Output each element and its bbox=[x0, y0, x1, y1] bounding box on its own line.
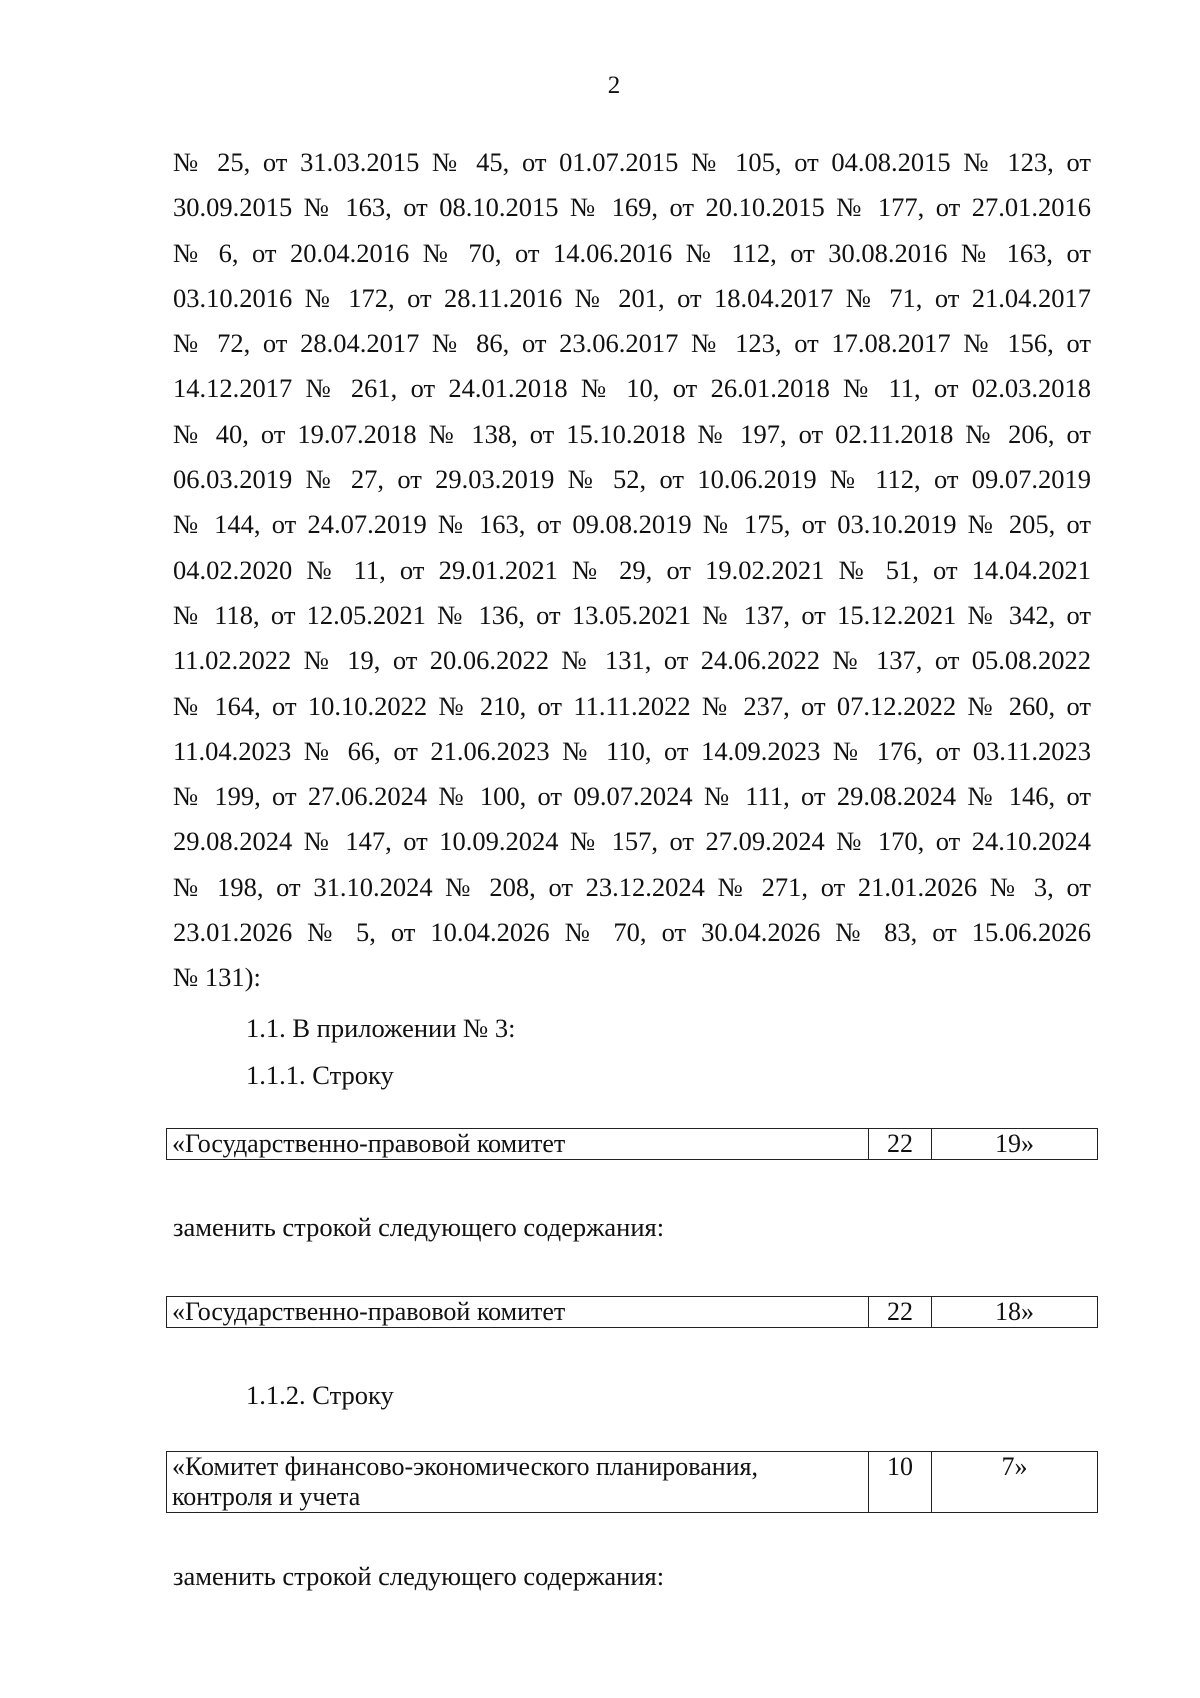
value-cell: 19» bbox=[932, 1129, 1098, 1160]
text-line: 06.03.2019 № 27, от 29.03.2019 № 52, от 10.06.2019 № 112, от 09.07.2019 bbox=[173, 464, 1091, 495]
text-line: № 131): bbox=[173, 962, 261, 993]
text-line: 04.02.2020 № 11, от 29.01.2021 № 29, от 19.02.2021 № 51, от 14.04.2021 bbox=[173, 554, 1091, 585]
text-line: 11.04.2023 № 66, от 21.06.2023 № 110, от 14.09.2023 № 176, от 03.11.2023 bbox=[173, 735, 1091, 766]
table-row bbox=[167, 1452, 1098, 1513]
committee-name-line: «Комитет финансово-экономического планирования, bbox=[172, 1452, 759, 1481]
text-line: № 25, от 31.03.2015 № 45, от 01.07.2015 № 105, от 04.08.2015 № 123, от bbox=[173, 147, 1091, 177]
text-line: 29.08.2024 № 147, от 10.09.2024 № 157, от 27.09.2024 № 170, от 24.10.2024 bbox=[173, 826, 1091, 857]
amendment-list-paragraph bbox=[173, 140, 1091, 1001]
committee-name-cell bbox=[167, 1452, 869, 1513]
replace-instruction-2: заменить строкой следующего содержания: bbox=[173, 1561, 665, 1591]
original-row-table-1 bbox=[166, 1128, 1098, 1160]
text-line: № 72, от 28.04.2017 № 86, от 23.06.2017 № 123, от 17.08.2017 № 156, от bbox=[173, 328, 1091, 359]
original-row-table-2 bbox=[166, 1451, 1098, 1513]
text-line: № 144, от 24.07.2019 № 163, от 09.08.2019 № 175, от 03.10.2019 № 205, от bbox=[173, 509, 1091, 540]
count-cell: 22 bbox=[869, 1129, 932, 1160]
clause-1-1-2: 1.1.2. Строку bbox=[246, 1380, 394, 1410]
committee-name-cell: «Государственно-правовой комитет bbox=[167, 1129, 869, 1160]
value-cell: 7» bbox=[932, 1452, 1098, 1513]
count-cell: 10 bbox=[869, 1452, 932, 1513]
clause-1-1-1: 1.1.1. Строку bbox=[246, 1060, 394, 1090]
text-line: 11.02.2022 № 19, от 20.06.2022 № 131, от 24.06.2022 № 137, от 05.08.2022 bbox=[173, 645, 1091, 676]
committee-name-line: контроля и учета bbox=[172, 1482, 361, 1511]
text-line: № 6, от 20.04.2016 № 70, от 14.06.2016 № 112, от 30.08.2016 № 163, от bbox=[173, 237, 1091, 268]
text-line: № 199, от 27.06.2024 № 100, от 09.07.2024 № 111, от 29.08.2024 № 146, от bbox=[173, 781, 1091, 812]
table-row bbox=[167, 1297, 1098, 1328]
value-cell: 18» bbox=[932, 1297, 1098, 1328]
table-row bbox=[167, 1129, 1098, 1160]
clause-1-1: 1.1. В приложении № 3: bbox=[246, 1013, 516, 1043]
text-line: 23.01.2026 № 5, от 10.04.2026 № 70, от 30.04.2026 № 83, от 15.06.2026 bbox=[173, 917, 1091, 948]
count-cell: 22 bbox=[869, 1297, 932, 1328]
text-line: № 164, от 10.10.2022 № 210, от 11.11.2022 № 237, от 07.12.2022 № 260, от bbox=[173, 690, 1091, 721]
text-line: 30.09.2015 № 163, от 08.10.2015 № 169, от 20.10.2015 № 177, от 27.01.2016 bbox=[173, 192, 1091, 223]
text-line: 03.10.2016 № 172, от 28.11.2016 № 201, от 18.04.2017 № 71, от 21.04.2017 bbox=[173, 282, 1091, 313]
page-number: 2 bbox=[607, 72, 621, 99]
text-line: № 198, от 31.10.2024 № 208, от 23.12.2024 № 271, от 21.01.2026 № 3, от bbox=[173, 871, 1091, 902]
replacement-row-table-1 bbox=[166, 1296, 1098, 1328]
committee-name-cell: «Государственно-правовой комитет bbox=[167, 1297, 869, 1328]
replace-instruction-1: заменить строкой следующего содержания: bbox=[173, 1212, 665, 1242]
text-line: 14.12.2017 № 261, от 24.01.2018 № 10, от 26.01.2018 № 11, от 02.03.2018 bbox=[173, 373, 1091, 404]
text-line: № 40, от 19.07.2018 № 138, от 15.10.2018 № 197, от 02.11.2018 № 206, от bbox=[173, 418, 1091, 449]
text-line: № 118, от 12.05.2021 № 136, от 13.05.2021 № 137, от 15.12.2021 № 342, от bbox=[173, 599, 1091, 630]
